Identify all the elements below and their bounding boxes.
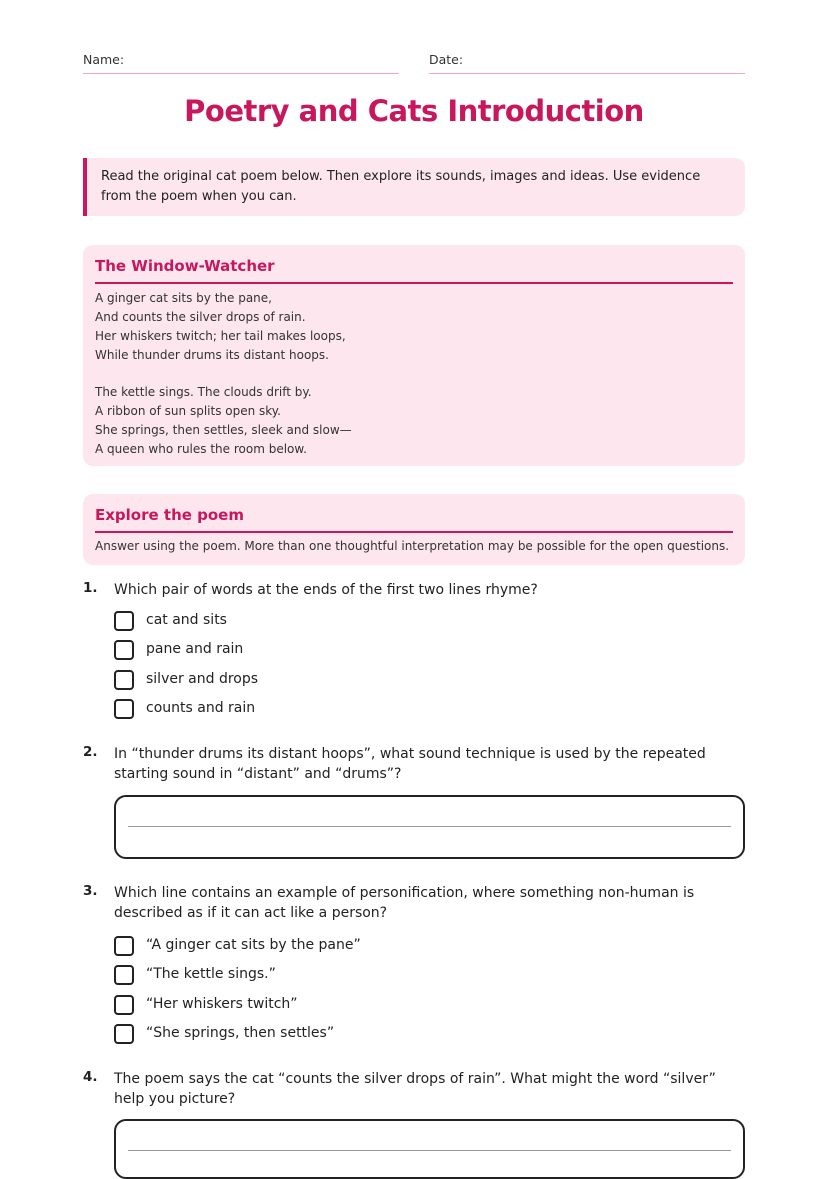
answer-line xyxy=(128,826,731,827)
answer-option[interactable] xyxy=(114,995,714,1019)
option-label: cat and sits xyxy=(146,612,227,628)
question-4 xyxy=(83,1069,745,1171)
checkbox[interactable] xyxy=(114,670,134,690)
option-label: “A ginger cat sits by the pane” xyxy=(146,937,361,953)
answer-option[interactable] xyxy=(114,965,714,989)
option-label: “The kettle sings.” xyxy=(146,966,276,982)
option-label: silver and drops xyxy=(146,671,259,687)
checkbox[interactable] xyxy=(114,611,134,631)
name-field[interactable] xyxy=(83,52,399,74)
date-label: Date: xyxy=(429,52,464,67)
option-label: pane and rain xyxy=(146,641,244,657)
poem-line: She springs, then settles, sleek and slow— xyxy=(95,423,352,437)
answer-line xyxy=(128,1150,731,1151)
explore-card xyxy=(83,494,745,565)
worksheet-title: Poetry and Cats Introduction xyxy=(184,94,644,128)
poem-line: A ginger cat sits by the pane, xyxy=(95,291,272,305)
poem-card xyxy=(83,245,745,466)
checkbox[interactable] xyxy=(114,965,134,985)
checkbox[interactable] xyxy=(114,1024,134,1044)
question-text: Which line contains an example of personification, where something non-human is described as if it can act like a person? xyxy=(114,885,695,921)
question-number: 4. xyxy=(83,1069,98,1085)
poem-line: A queen who rules the room below. xyxy=(95,442,307,456)
option-label: “Her whiskers twitch” xyxy=(146,996,298,1012)
question-3 xyxy=(83,883,745,1048)
checkbox[interactable] xyxy=(114,699,134,719)
poem-line: Her whiskers twitch; her tail makes loops, xyxy=(95,329,346,343)
question-1 xyxy=(83,580,745,725)
poem-body xyxy=(95,289,733,459)
explore-subtitle: Answer using the poem. More than one thoughtful interpretation may be possible for the open questions. xyxy=(95,539,730,553)
date-field[interactable] xyxy=(429,52,745,74)
poem-line: A ribbon of sun splits open sky. xyxy=(95,404,281,418)
poem-line: And counts the silver drops of rain. xyxy=(95,310,306,324)
option-label: “She springs, then settles” xyxy=(146,1025,335,1041)
checkbox[interactable] xyxy=(114,995,134,1015)
poem-line: While thunder drums its distant hoops. xyxy=(95,348,329,362)
checkbox[interactable] xyxy=(114,640,134,660)
question-number: 1. xyxy=(83,580,98,596)
question-text: In “thunder drums its distant hoops”, what sound technique is used by the repeated starting sound in “distant” and “drums”? xyxy=(114,746,706,782)
question-text: Which pair of words at the ends of the first two lines rhyme? xyxy=(114,582,538,598)
name-date-row xyxy=(83,52,745,74)
checkbox[interactable] xyxy=(114,936,134,956)
stanza-break xyxy=(95,365,733,383)
poem-title: The Window-Watcher xyxy=(95,245,733,284)
answer-option[interactable] xyxy=(114,640,714,664)
answer-box[interactable] xyxy=(114,795,745,859)
question-text: The poem says the cat “counts the silver drops of rain”. What might the word “silver” help you picture? xyxy=(114,1071,716,1107)
question-number: 2. xyxy=(83,744,98,760)
answer-option[interactable] xyxy=(114,936,714,960)
poem-line: The kettle sings. The clouds drift by. xyxy=(95,385,312,399)
answer-box[interactable] xyxy=(114,1119,745,1179)
instructions-box: Read the original cat poem below. Then explore its sounds, images and ideas. Use evidence from the poem when you can. xyxy=(83,158,745,216)
explore-title: Explore the poem xyxy=(95,494,733,533)
answer-option[interactable] xyxy=(114,670,714,694)
name-label: Name: xyxy=(83,52,125,67)
answer-option[interactable] xyxy=(114,699,714,723)
question-2 xyxy=(83,744,745,860)
answer-option[interactable] xyxy=(114,1024,714,1048)
question-number: 3. xyxy=(83,883,98,899)
option-label: counts and rain xyxy=(146,700,256,716)
answer-option[interactable] xyxy=(114,611,714,635)
